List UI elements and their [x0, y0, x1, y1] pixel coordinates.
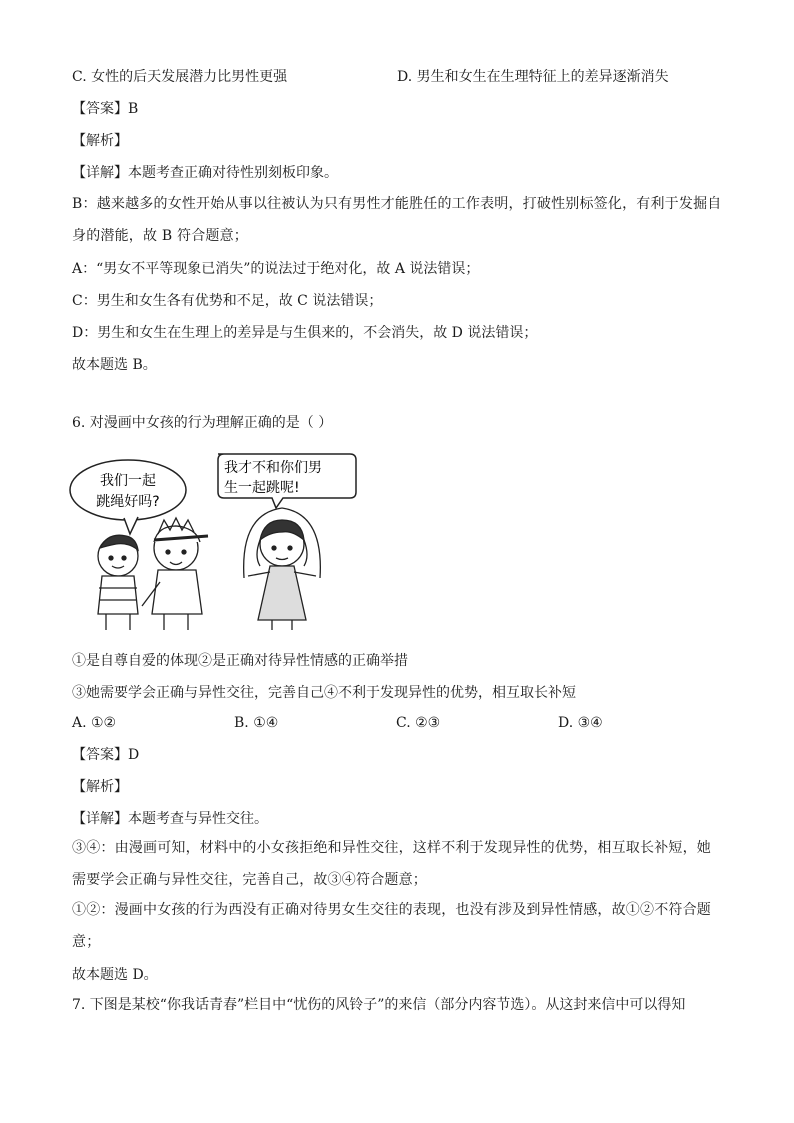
- q5-option-c: C. 女性的后天发展潜力比男性更强: [72, 69, 288, 85]
- q6-detail: 【详解】本题考查与异性交往。: [72, 811, 268, 827]
- q6-statement-line-2: ③她需要学会正确与异性交往，完善自己④不利于发现异性的优势，相互取长补短: [72, 685, 576, 701]
- q6-options: [72, 714, 722, 732]
- boy-right-figure: [142, 518, 208, 630]
- boy-left-figure: [98, 535, 138, 630]
- q6-stem: 6. 对漫画中女孩的行为理解正确的是（ ）: [72, 415, 333, 431]
- q6-option-c[interactable]: C. ②③: [396, 715, 441, 731]
- right-bubble-line-2: 生一起跳呢!: [224, 480, 300, 496]
- q6-option-a[interactable]: A. ①②: [72, 715, 117, 731]
- q5-conclusion: 故本题选 B。: [72, 357, 157, 373]
- q6-statement-line-1: ①是自尊自爱的体现②是正确对待异性情感的正确举措: [72, 653, 408, 669]
- left-bubble-line-2: 跳绳好吗?: [96, 494, 160, 510]
- left-bubble-line-1: 我们一起: [100, 473, 156, 489]
- left-speech-bubble: [70, 460, 186, 520]
- q5-option-d: D. 男生和女生在生理特征上的差异逐渐消失: [397, 69, 669, 85]
- q5-explanation-c: C：男生和女生各有优势和不足，故 C 说法错误；: [72, 293, 383, 309]
- q5-detail: 【详解】本题考查正确对待性别刻板印象。: [72, 165, 338, 181]
- q6-cartoon-illustration: [68, 448, 368, 632]
- q5-explanation-a: A：“男女不平等现象已消失”的说法过于绝对化，故 A 说法错误；: [72, 261, 480, 277]
- q6-answer: 【答案】D: [72, 747, 140, 763]
- q6-explanation-34: ③④：由漫画可知，材料中的小女孩拒绝和异性交往，这样不利于发现异性的优势，相互取长补短，她需要学会正确与异性交往，完善自己，故③④符合题意；: [72, 840, 711, 888]
- q6-explanation-12: ①②：漫画中女孩的行为西没有正确对待男女生交往的表现，也没有涉及到异性情感，故①②不符合题意；: [72, 902, 711, 950]
- girl-figure: [244, 508, 321, 630]
- q6-conclusion: 故本题选 D。: [72, 967, 158, 983]
- q5-explanation-d: D：男生和女生在生理上的差异是与生俱来的，不会消失，故 D 说法错误；: [72, 325, 538, 341]
- q5-options-cd: [72, 68, 724, 86]
- q5-answer: 【答案】B: [72, 101, 139, 117]
- q6-option-b[interactable]: B. ①④: [234, 715, 279, 731]
- q6-analysis-heading: 【解析】: [72, 779, 128, 795]
- q5-explanation-b: B：越来越多的女性开始从事以往被认为只有男性才能胜任的工作表明，打破性别标签化，有利于发掘自身的潜能，故 B 符合题意；: [72, 196, 722, 244]
- q5-analysis-heading: 【解析】: [72, 133, 128, 149]
- q6-option-d[interactable]: D. ③④: [558, 715, 603, 731]
- right-bubble-line-1: 我才不和你们男: [224, 460, 322, 476]
- q7-stem: 7. 下图是某校“你我话青春”栏目中“忧伤的风铃子”的来信（部分内容节选）。从这封来信中可以得知: [72, 997, 686, 1013]
